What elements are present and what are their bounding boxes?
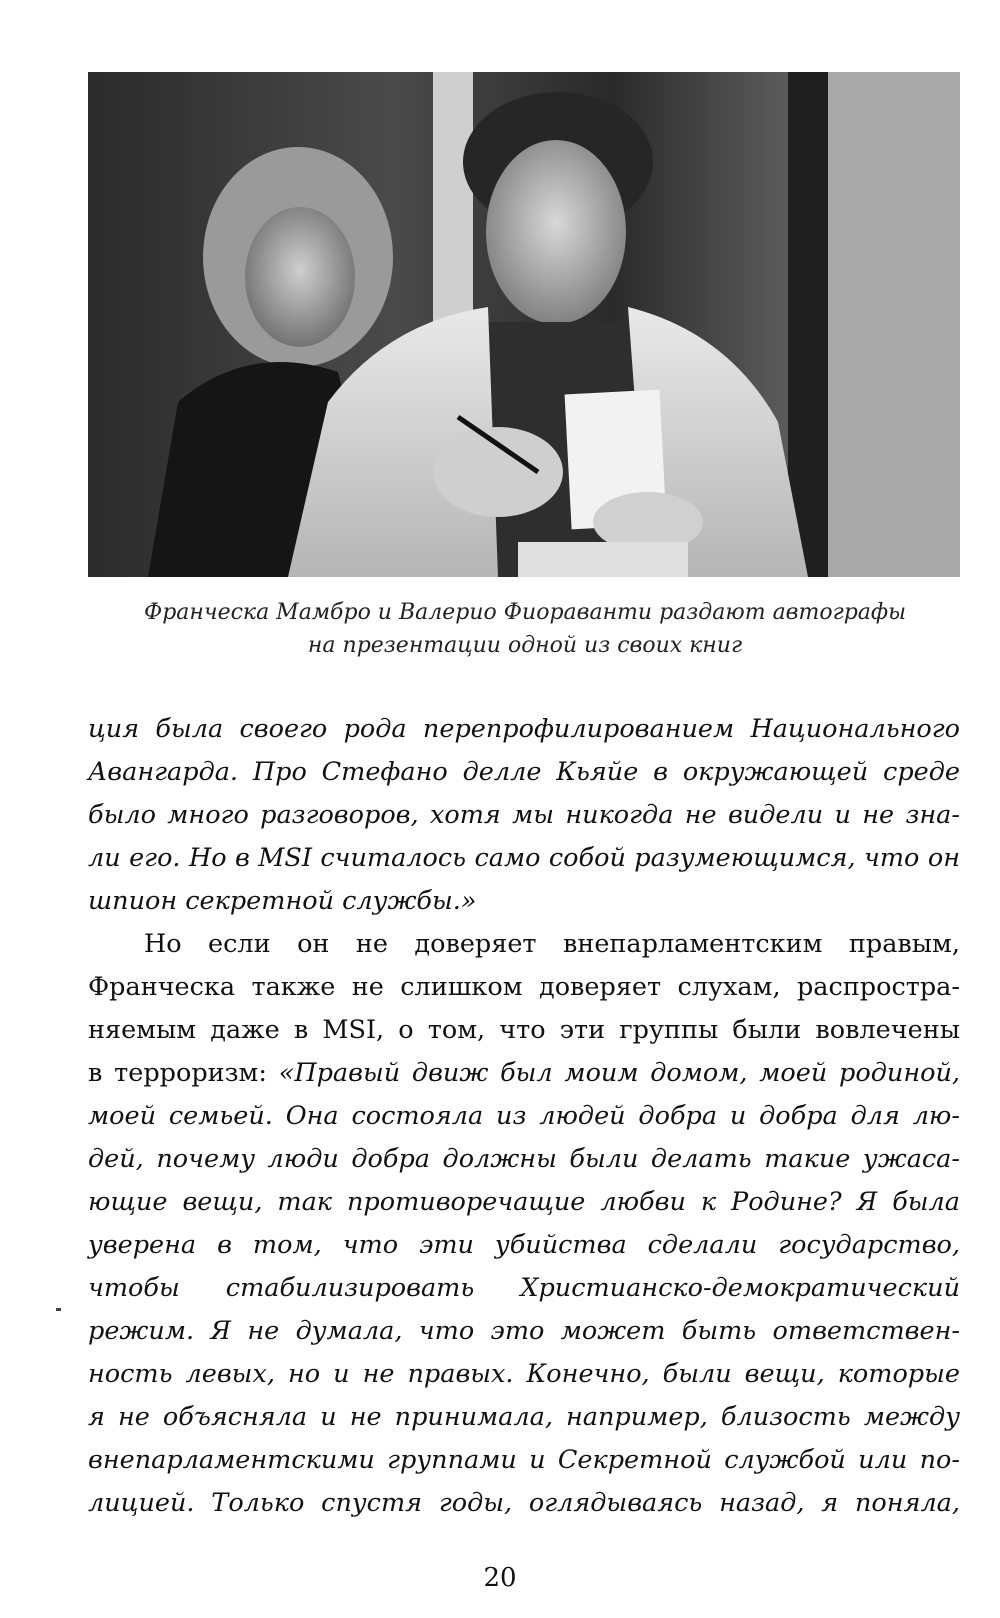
page-number: 20: [483, 1563, 517, 1593]
photo-caption: [60, 596, 990, 662]
text-line: чтобы стабилизировать Христианско-демократический: [88, 1273, 960, 1303]
text-line: ность левых, но и не правых. Конечно, были вещи, которые: [88, 1359, 960, 1389]
scan-speck: [56, 1308, 61, 1311]
photo-figure-icon: [88, 72, 960, 577]
text-line: моей семьей. Она состояла из людей добра и добра для лю-: [88, 1101, 960, 1131]
text-line: Но если он не доверяет внепарламентским правым,: [144, 929, 960, 959]
book-signing-photo: [88, 72, 960, 577]
text-segment: в терроризм:: [88, 1058, 279, 1088]
caption-line-2: на презентации одной из своих книг: [307, 633, 743, 658]
caption-line-1: Франческа Мамбро и Валерио Фиораванти раздают автографы: [143, 600, 907, 625]
text-line: лицией. Только спустя годы, оглядываясь назад, я поняла,: [88, 1488, 960, 1518]
text-line: режим. Я не думала, что это может быть ответствен-: [88, 1316, 960, 1346]
text-line: дей, почему люди добра должны были делать такие ужаса-: [88, 1144, 960, 1174]
text-line: ющие вещи, так противоречащие любви к Родине? Я была: [88, 1187, 960, 1217]
body-text: [88, 708, 960, 1525]
text-line: ли его. Но в MSI считалось само собой разумеющимся, что он: [88, 843, 960, 873]
text-line: было много разговоров, хотя мы никогда не видели и не зна-: [88, 800, 960, 830]
quote-segment: «Правый движ был моим домом, моей родиной,: [278, 1058, 960, 1088]
text-line: [88, 1052, 960, 1095]
text-line: шпион секретной службы.»: [88, 886, 477, 916]
text-line: Авангарда. Про Стефано делле Кьяйе в окружающей среде: [88, 757, 960, 787]
text-line: я не объясняла и не принимала, например, близость между: [88, 1402, 960, 1432]
text-line: внепарламентскими группами и Секретной службой или по-: [88, 1445, 960, 1475]
text-line: уверена в том, что эти убийства сделали государство,: [88, 1230, 960, 1260]
text-line: ция была своего рода перепрофилированием Национального: [88, 714, 960, 744]
text-line: Франческа также не слишком доверяет слухам, распростра-: [88, 972, 960, 1002]
text-line: няемым даже в MSI, о том, что эти группы были вовлечены: [88, 1015, 960, 1045]
